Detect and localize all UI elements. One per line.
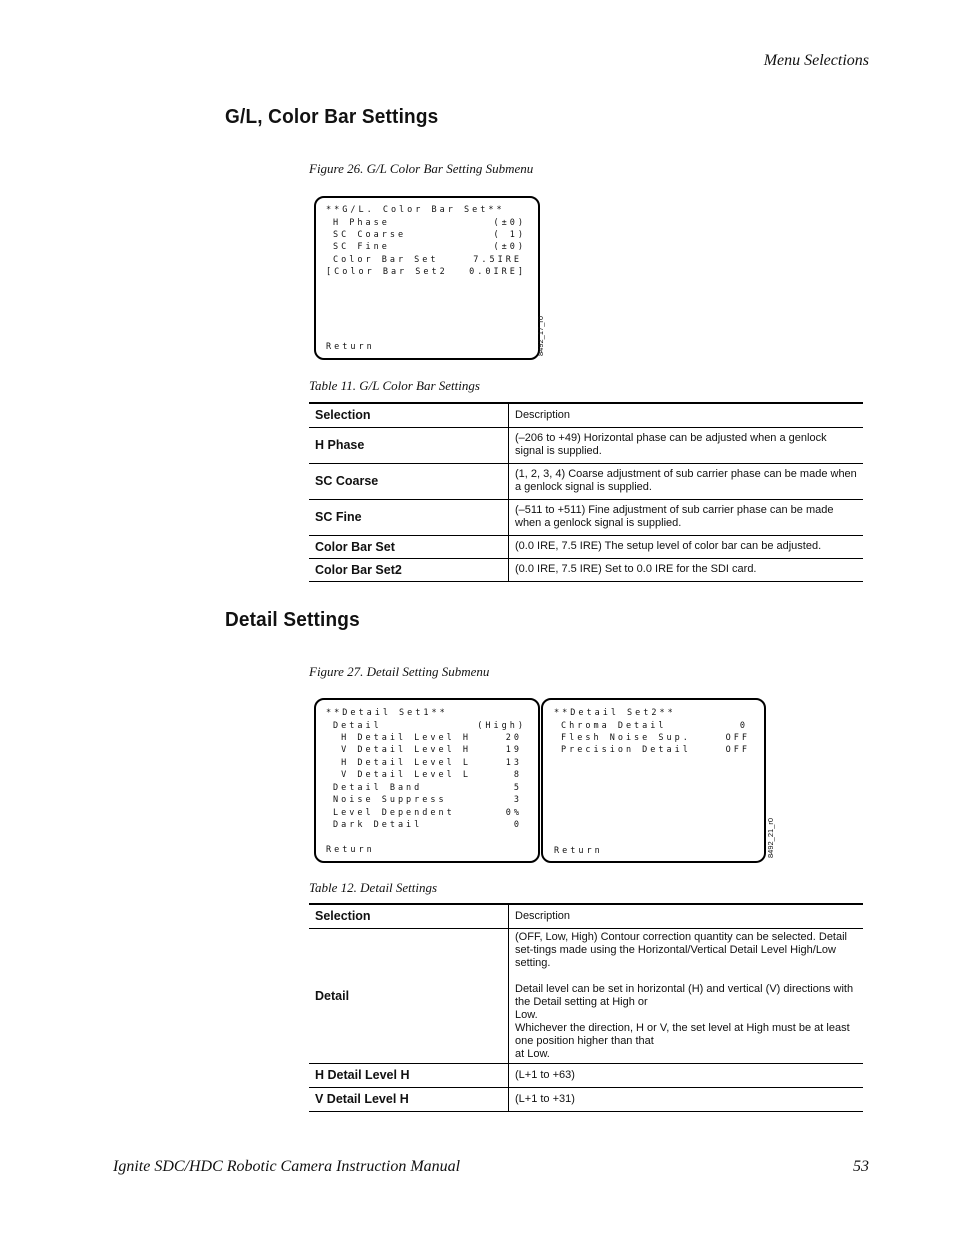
description-line: (OFF, Low, High) Contour correction quantity can be selected. Detail set-tings made using the Horizontal/Vertical Detail Level High/Low setting. bbox=[515, 930, 847, 969]
figure-26-id: 8492_17_r0 bbox=[536, 315, 545, 356]
menu-item-label: Precision Detail bbox=[561, 745, 691, 755]
table-11-caption: Table 11. G/L Color Bar Settings bbox=[309, 378, 480, 393]
table-header-selection: Selection bbox=[309, 403, 509, 427]
table-row bbox=[309, 427, 863, 463]
menu-item-label: V Detail Level H bbox=[333, 745, 471, 755]
menu-return: Return bbox=[554, 846, 603, 856]
table-cell-selection: H Detail Level H bbox=[309, 1063, 509, 1087]
table-header-row bbox=[309, 403, 863, 427]
menu-item-value: 0 bbox=[513, 820, 522, 830]
table-row bbox=[309, 499, 863, 535]
menu-item-value: OFF bbox=[725, 733, 750, 743]
table-cell-selection: H Phase bbox=[309, 427, 509, 463]
table-detail-settings bbox=[309, 903, 863, 1112]
figure-27-id: 8492_21_r0 bbox=[766, 817, 775, 858]
table-row bbox=[309, 1063, 863, 1087]
table-header-selection: Selection bbox=[309, 904, 509, 928]
menu-item-value: 19 bbox=[505, 745, 522, 755]
menu-item-value: 5 bbox=[513, 783, 522, 793]
menu-item-value: 20 bbox=[505, 733, 522, 743]
menu-item-label: Detail bbox=[333, 721, 382, 731]
menu-item-value: (High) bbox=[477, 721, 526, 731]
table-cell-selection: V Detail Level H bbox=[309, 1087, 509, 1111]
menu-item-label: H Phase bbox=[333, 218, 390, 228]
menu-return: Return bbox=[326, 342, 375, 352]
table-row bbox=[309, 463, 863, 499]
table-cell-description bbox=[509, 928, 864, 1063]
detail-set1-menu-screen bbox=[314, 698, 540, 863]
table-gl-color-bar-settings bbox=[309, 402, 863, 582]
menu-item-label: Level Dependent bbox=[333, 808, 455, 818]
section-title-detail: Detail Settings bbox=[225, 609, 360, 631]
table-cell-selection: SC Fine bbox=[309, 499, 509, 535]
menu-item-label: SC Coarse bbox=[333, 230, 407, 240]
table-row bbox=[309, 535, 863, 558]
detail-set2-menu-screen bbox=[541, 698, 766, 863]
table-cell-selection: Color Bar Set bbox=[309, 535, 509, 558]
menu-item-label: H Detail Level L bbox=[333, 758, 471, 768]
description-line: Detail level can be set in horizontal (H) and vertical (V) directions with the Detail setting at High or bbox=[515, 982, 854, 1008]
table-header-row bbox=[309, 904, 863, 928]
menu-item-value: (±0) bbox=[493, 218, 526, 228]
table-cell-description: (–511 to +511) Fine adjustment of sub carrier phase can be made when a genlock signal is supplied. bbox=[509, 499, 864, 535]
table-cell-description: (0.0 IRE, 7.5 IRE) Set to 0.0 IRE for the SDI card. bbox=[509, 558, 864, 581]
table-header-description: Description bbox=[509, 904, 864, 928]
menu-item-label: Color Bar Set bbox=[333, 255, 439, 265]
table-cell-selection: SC Coarse bbox=[309, 463, 509, 499]
menu-item-label: Chroma Detail bbox=[561, 721, 667, 731]
description-line: Whichever the direction, H or V, the set level at High must be at least one position higher than that bbox=[515, 1021, 850, 1047]
menu-item-label: H Detail Level H bbox=[333, 733, 471, 743]
figure-26-caption: Figure 26. G/L Color Bar Setting Submenu bbox=[309, 161, 534, 176]
menu-title: **G/L. Color Bar Set** bbox=[326, 205, 505, 215]
running-head: Menu Selections bbox=[763, 52, 869, 69]
table-cell-description: (–206 to +49) Horizontal phase can be adjusted when a genlock signal is supplied. bbox=[509, 427, 864, 463]
table-header-description: Description bbox=[509, 403, 864, 427]
menu-item-value: 3 bbox=[513, 795, 522, 805]
menu-item-value: 13 bbox=[505, 758, 522, 768]
menu-item-value: ( 1) bbox=[493, 230, 526, 240]
description-line: Low. bbox=[515, 1008, 538, 1021]
menu-item-label: V Detail Level L bbox=[333, 770, 471, 780]
menu-item-label: Flesh Noise Sup. bbox=[561, 733, 691, 743]
menu-item-label: Detail Band bbox=[333, 783, 423, 793]
gl-color-bar-menu-screen bbox=[314, 196, 540, 360]
table-cell-description: (L+1 to +31) bbox=[509, 1087, 864, 1111]
table-12-caption: Table 12. Detail Settings bbox=[309, 880, 438, 895]
footer-manual-title: Ignite SDC/HDC Robotic Camera Instruction Manual bbox=[113, 1158, 461, 1175]
menu-title: **Detail Set1** bbox=[326, 708, 448, 718]
menu-item-value: OFF bbox=[725, 745, 750, 755]
menu-item-value: 0 bbox=[739, 721, 748, 731]
table-row bbox=[309, 558, 863, 581]
menu-item-value: 0% bbox=[505, 808, 522, 818]
table-cell-description: (L+1 to +63) bbox=[509, 1063, 864, 1087]
menu-item-value: (±0) bbox=[493, 242, 526, 252]
menu-item-label: [Color Bar Set2 bbox=[326, 267, 448, 277]
description-gap bbox=[515, 970, 857, 983]
menu-item-value: 8 bbox=[513, 770, 522, 780]
table-cell-description: (0.0 IRE, 7.5 IRE) The setup level of color bar can be adjusted. bbox=[509, 535, 864, 558]
menu-item-label: Noise Suppress bbox=[333, 795, 447, 805]
menu-item-value: 0.0IRE] bbox=[469, 267, 526, 277]
menu-return: Return bbox=[326, 845, 375, 855]
table-row bbox=[309, 928, 863, 1063]
menu-item-value: 7.5IRE bbox=[473, 255, 522, 265]
footer-page-number: 53 bbox=[853, 1158, 869, 1175]
menu-item-label: Dark Detail bbox=[333, 820, 423, 830]
figure-27-caption: Figure 27. Detail Setting Submenu bbox=[309, 664, 490, 679]
table-cell-selection: Detail bbox=[309, 928, 509, 1063]
menu-title: **Detail Set2** bbox=[554, 708, 676, 718]
table-cell-description: (1, 2, 3, 4) Coarse adjustment of sub carrier phase can be made when a genlock signal is supplied. bbox=[509, 463, 864, 499]
description-line: at Low. bbox=[515, 1047, 550, 1060]
menu-item-label: SC Fine bbox=[333, 242, 390, 252]
table-cell-selection: Color Bar Set2 bbox=[309, 558, 509, 581]
table-row bbox=[309, 1087, 863, 1111]
section-title-gl-color-bar: G/L, Color Bar Settings bbox=[225, 106, 439, 128]
